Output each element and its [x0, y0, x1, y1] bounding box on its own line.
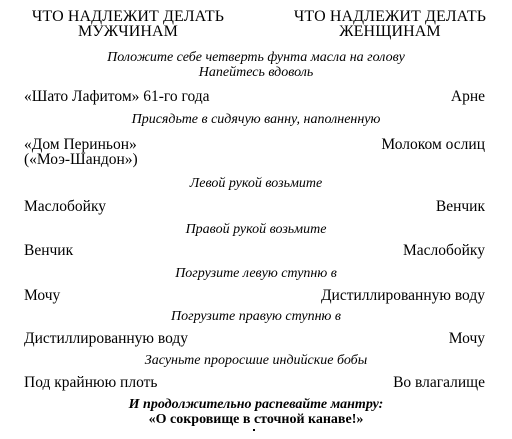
instruction-right-hand: Правой рукой возьмите: [185, 222, 327, 237]
instruction-butter: Положите себе четверть фунта масла на голову: [107, 50, 405, 65]
instruction-beans: Засуньте проросшие индийские бобы: [144, 353, 368, 368]
stray-dot: [253, 429, 255, 431]
men-heading-line2: МУЖЧИНАМ: [78, 23, 178, 40]
instruction-left-hand: Левой рукой возьмите: [189, 176, 323, 191]
row-left-foot-women: Дистиллированную воду: [320, 287, 485, 304]
instruction-right-foot: Погрузите правую ступню в: [171, 309, 341, 324]
row-bath-men-a: «Дом Периньон»: [24, 136, 137, 153]
row-beans-women: Во влагалище: [393, 374, 485, 391]
row-right-hand-women: Маслобойку: [402, 242, 485, 259]
row-beans-men: Под крайнюю плоть: [24, 374, 158, 391]
women-heading-line2: ЖЕНЩИНАМ: [339, 23, 441, 40]
row-right-foot-women: Мочу: [448, 330, 485, 347]
row-drink-women: Арне: [450, 88, 485, 105]
instruction-bath: Присядьте в сидячую ванну, наполненную: [131, 112, 381, 127]
instruction-chant: И продолжительно распевайте мантру:: [128, 397, 384, 412]
men-heading-line1: ЧТО НАДЛЕЖИТ ДЕЛАТЬ: [31, 8, 225, 25]
row-left-hand-women: Венчик: [435, 198, 485, 215]
women-heading-line1: ЧТО НАДЛЕЖИТ ДЕЛАТЬ: [293, 8, 487, 25]
row-left-hand-men: Маслобойку: [24, 198, 107, 215]
men-column-heading: [8, 9, 248, 39]
row-left-foot-men: Мочу: [24, 287, 61, 304]
row-bath-men-b: («Моэ-Шандон»): [24, 151, 138, 168]
instruction-drink: Напейтесь вдоволь: [198, 65, 314, 80]
mantra-text: «О сокровище в сточной канаве!»: [148, 412, 364, 427]
women-column-heading: [268, 9, 512, 39]
mantra-block: [0, 397, 512, 427]
row-right-foot-men: Дистиллированную воду: [24, 330, 189, 347]
row-bath-women: Молоком ослиц: [381, 136, 485, 153]
row-drink-men: «Шато Лафитом» 61-го года: [24, 88, 210, 105]
instruction-left-foot: Погрузите левую ступню в: [175, 266, 337, 281]
row-right-hand-men: Венчик: [24, 242, 74, 259]
